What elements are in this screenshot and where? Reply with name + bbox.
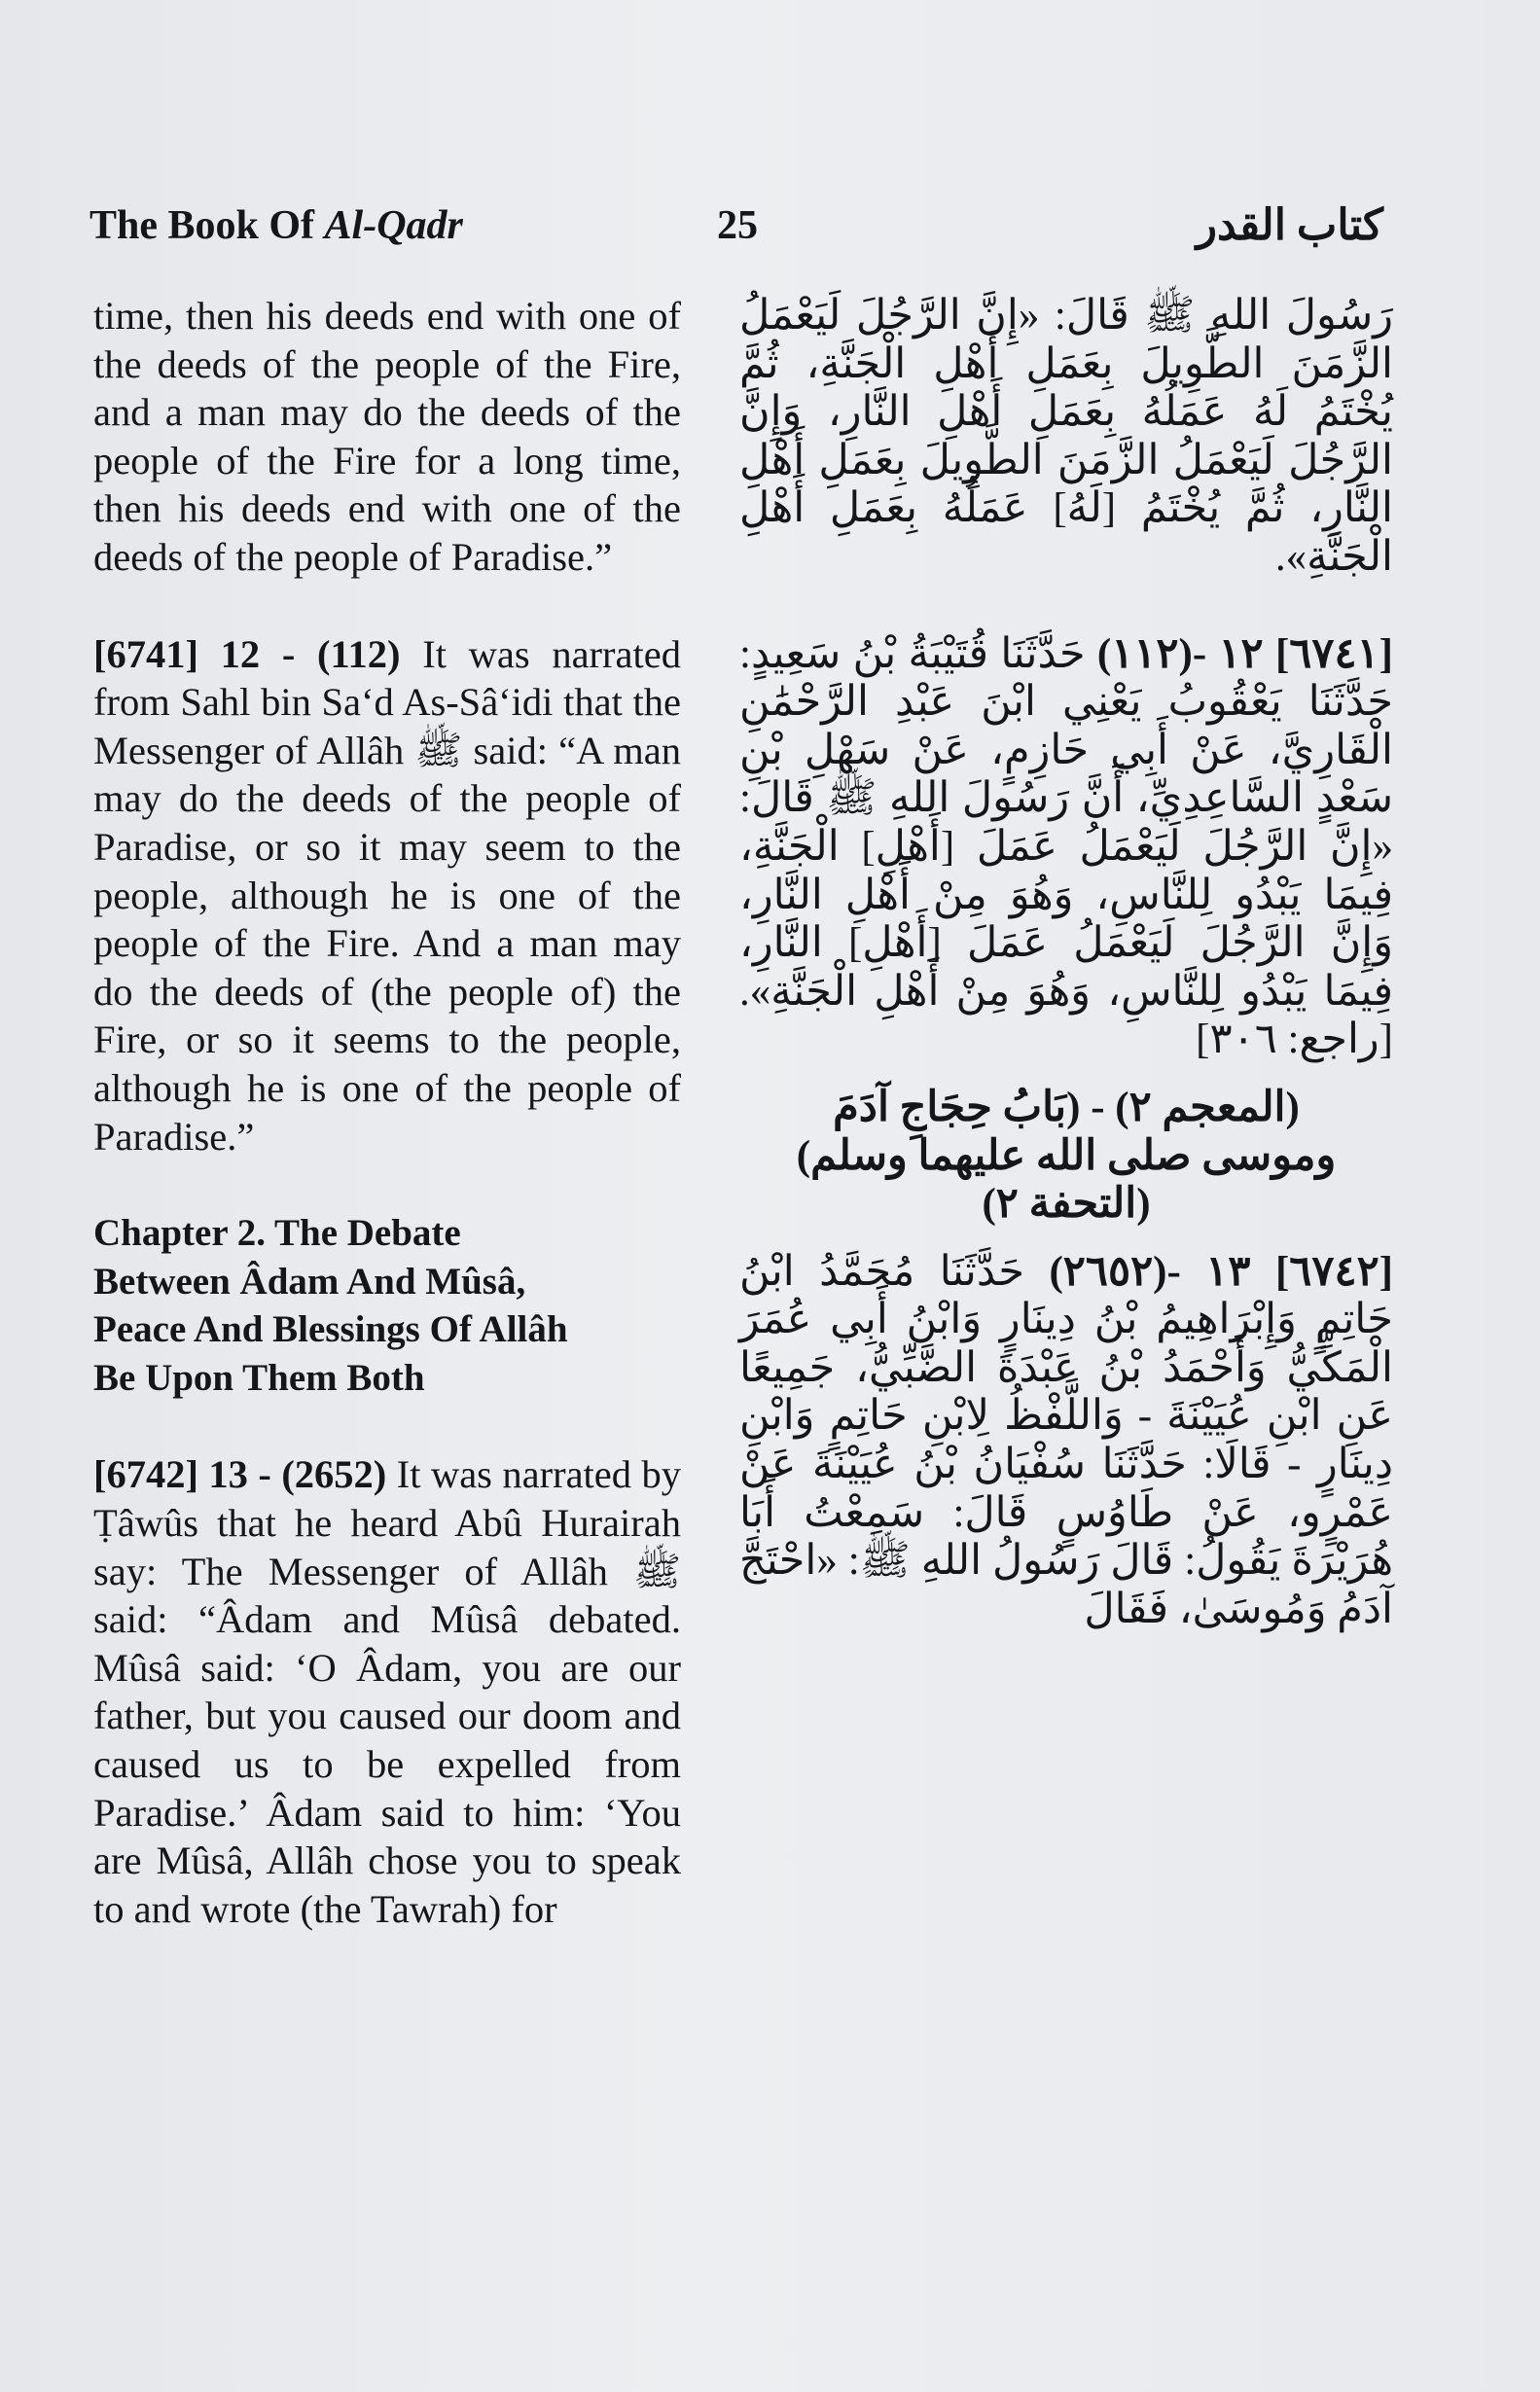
- book-title-arabic: كتاب القدر: [1196, 201, 1383, 249]
- english-continuation: time, then his deeds end with one of the deeds of the people of the Fire, and a man may do the deeds of the people of the Fire for a long time, then his deeds end with one of the deeds of the people of Paradise.”: [93, 294, 681, 579]
- hadith-6741-text-arabic: حَدَّثَنَا قُتَيْبَةُ بْنُ سَعِيدٍ: حَدَّثَنَا يَعْقُوبُ يَعْنِي ابْنَ عَبْدِ الرَّحْمَٰنِ الْقَارِيَّ، عَنْ أَبِي حَازِمٍ، عَنْ سَهْلِ بْنِ سَعْدٍ السَّاعِدِيِّ، أَنَّ رَسُولَ اللهِ ﷺ قَالَ: «إِنَّ الرَّجُلَ لَيَعْمَلُ عَمَلَ [أَهْلِ] الْجَنَّةِ، فِيمَا يَبْدُو لِلنَّاسِ، وَهُوَ مِنْ أَهْلِ النَّارِ، وَإِنَّ الرَّجُلَ لَيَعْمَلُ عَمَلَ [أَهْلِ] النَّارِ، فِيمَا يَبْدُو لِلنَّاسِ، وَهُوَ مِنْ أَهْلِ الْجَنَّةِ». [راجع: ٣٠٦]: [739, 630, 1393, 1063]
- page-header: [90, 191, 1383, 259]
- chapter-heading-english: [93, 1209, 681, 1402]
- chapter-line-1: Chapter 2. The Debate: [93, 1212, 461, 1255]
- hadith-6741-english: [93, 630, 681, 1161]
- chapter-ar-line-3: (التحفة ٢): [982, 1181, 1151, 1228]
- hadith-6742-english: [93, 1450, 681, 1933]
- english-column: [93, 292, 681, 1933]
- hadith-6741-text: It was narrated from Sahl bin Sa‘d As-Sâ‘idi that the Messenger of Allâh ﷺ said: “A man may do the deeds of the people of Paradise, or so it may seem to the people, although he is one of the people of the Fire. And a man may do the deeds of (the people of) the Fire, or so it seems to the people, although he is one of the people of Paradise.”: [93, 631, 681, 1159]
- chapter-heading-arabic: [739, 1084, 1393, 1229]
- page-number: 25: [717, 203, 758, 248]
- chapter-line-3: Peace And Blessings Of Allâh: [93, 1308, 568, 1351]
- book-title-english: [90, 202, 463, 249]
- hadith-6742-arabic: [739, 1248, 1393, 1634]
- hadith-6741-arabic: [739, 630, 1393, 1064]
- chapter-line-4: Be Upon Them Both: [93, 1356, 425, 1399]
- chapter-ar-line-2: وموسى صلى الله عليهما وسلم): [796, 1132, 1337, 1179]
- hadith-6742-text: It was narrated by Ṭâwûs that he heard Abû Hurairah say: The Messenger of Allâh ﷺ said: “Âdam and Mûsâ debated. Mûsâ said: ‘O Âdam, you are our father, but you caused our doom and caused us to be expelled from Paradise.’ Âdam said to him: ‘You are Mûsâ, Allâh chose you to speak to and wrote (the Tawrah) for: [93, 1452, 681, 1931]
- hadith-6741-ref: [6741] 12 - (112): [93, 631, 401, 676]
- arabic-column: [739, 292, 1393, 1633]
- hadith-6742-ref-arabic: [٦٧٤٢] ١٣ -(٢٦٥٢): [1049, 1248, 1393, 1295]
- chapter-ar-line-1: (المعجم ٢) - (بَابُ حِجَاجِ آدَمَ: [833, 1084, 1300, 1130]
- chapter-line-2: Between Âdam And Mûsâ,: [93, 1260, 526, 1303]
- hadith-6742-text-arabic: حَدَّثَنَا مُحَمَّدُ ابْنُ حَاتِمٍ وَإِبْرَاهِيمُ بْنُ دِينَارٍ وَابْنُ أَبِي عُمَرَ الْمَكِّيُّ وَأَحْمَدُ بْنُ عَبْدَةَ الضَّبِّيُّ، جَمِيعًا عَنِ ابْنِ عُيَيْنَةَ - وَاللَّفْظُ لِابْنِ حَاتِمٍ وَابْنِ دِينَارٍ - قَالَا: حَدَّثَنَا سُفْيَانُ بْنُ عُيَيْنَةَ عَنْ عَمْرٍو، عَنْ طَاوُسٍ قَالَ: سَمِعْتُ أَبَا هُرَيْرَةَ يَقُولُ: قَالَ رَسُولُ اللهِ ﷺ: «احْتَجَّ آدَمُ وَمُوسَىٰ، فَقَالَ: [739, 1248, 1393, 1632]
- arabic-continuation: رَسُولَ اللهِ ﷺ قَالَ: «إِنَّ الرَّجُلَ لَيَعْمَلُ الزَّمَنَ الطَّوِيلَ بِعَمَلِ أَهْلِ الْجَنَّةِ، ثُمَّ يُخْتَمُ لَهُ عَمَلُهُ بِعَمَلِ أَهْلِ النَّارِ، وَإِنَّ الرَّجُلَ لَيَعْمَلُ الزَّمَنَ الطَّوِيلَ بِعَمَلِ أَهْلِ النَّارِ، ثُمَّ يُخْتَمُ [لَهُ] عَمَلُهُ بِعَمَلِ أَهْلِ الْجَنَّةِ».: [739, 293, 1393, 580]
- hadith-6742-ref: [6742] 13 - (2652): [93, 1452, 387, 1497]
- hadith-6741-ref-arabic: [٦٧٤١] ١٢ -(١١٢): [1096, 630, 1393, 677]
- book-title-plain: The Book Of: [90, 203, 325, 248]
- book-title-italic: Al-Qadr: [324, 203, 463, 248]
